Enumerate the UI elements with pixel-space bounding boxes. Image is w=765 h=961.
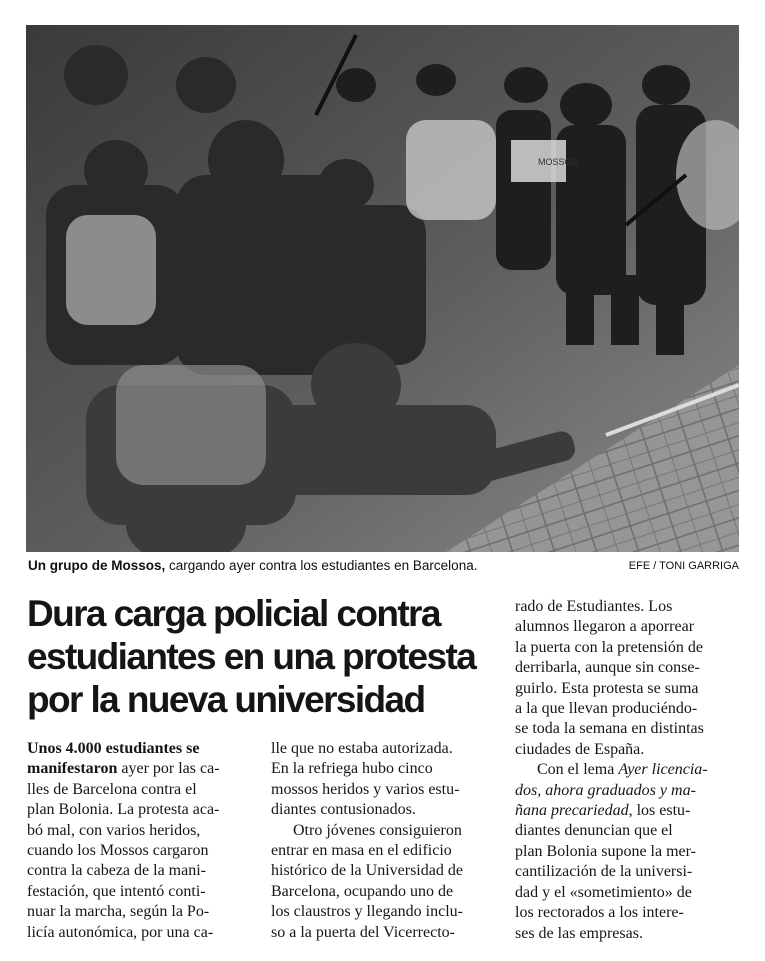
text-line: diantes denuncian que el <box>515 822 673 840</box>
text-line <box>515 760 742 780</box>
text-line: dos, ahora graduados y ma- <box>515 781 696 799</box>
text-line: lle que no estaba autorizada. <box>271 740 453 757</box>
text-plain: , los estu- <box>628 802 691 820</box>
text-line: entrar en masa en el edificio <box>271 842 452 860</box>
body-column-3 <box>515 597 742 944</box>
text-line: contra la cabeza de la mani- <box>27 862 206 880</box>
headline-line: estudiantes en una protesta <box>27 636 476 677</box>
text-line: lles de Barcelona contra el <box>27 780 197 798</box>
text-line: la puerta con la pretensión de <box>515 638 703 656</box>
body-column-1 <box>27 739 253 943</box>
text-line: En la refriega hubo cinco <box>271 760 433 778</box>
lead-bold: manifestaron <box>27 760 118 778</box>
lead-line: Unos 4.000 estudiantes se <box>27 740 200 757</box>
text-line: diantes contusionados. <box>271 801 416 819</box>
text-line: nuar la marcha, según la Po- <box>27 903 210 921</box>
body-column-2 <box>271 739 499 943</box>
text-line: los claustros y llegando inclu- <box>271 903 463 921</box>
text-line: Otro jóvenes consiguieron <box>293 821 462 839</box>
text-line: alumnos llegaron a aporrear <box>515 618 695 636</box>
text-italic: ñana precariedad <box>515 802 629 820</box>
text-line: licía autonómica, por una ca- <box>27 923 214 941</box>
shield-sign-text: MOSSOS <box>538 157 578 167</box>
text-line: cantilización de la universi- <box>515 863 693 881</box>
photo-credit: EFE / TONI GARRIGA <box>628 560 739 572</box>
text-line: a la que llevan produciéndo- <box>515 700 698 718</box>
headline-line: Dura carga policial contra <box>27 593 440 634</box>
text-line: mossos heridos y varios estu- <box>271 780 460 798</box>
text-line: histórico de la Universidad de <box>271 862 463 880</box>
lead-rest: ayer por las ca- <box>117 760 220 778</box>
text-line: bó mal, con varios heridos, <box>27 821 201 839</box>
news-photo <box>26 25 739 552</box>
caption-lead: Un grupo de Mossos, <box>28 558 166 573</box>
caption-text: cargando ayer contra los estudiantes en Barcelona. <box>165 558 478 573</box>
text-plain: Con el lema <box>537 761 619 779</box>
text-line: cuando los Mossos cargaron <box>27 842 209 860</box>
text-line: derribarla, aunque sin conse- <box>515 659 700 677</box>
text-line: ciudades de España. <box>515 740 645 758</box>
lead-line <box>27 759 253 779</box>
text-line: los rectorados a los intere- <box>515 904 684 922</box>
text-line: guirlo. Esta protesta se suma <box>515 679 699 697</box>
text-line: Barcelona, ocupando uno de <box>271 882 454 900</box>
text-line: se toda la semana en distintas <box>515 720 704 738</box>
text-line: ses de las empresas. <box>515 924 643 942</box>
text-line: plan Bolonia. La protesta aca- <box>27 801 220 819</box>
text-italic: Ayer licencia- <box>618 761 708 779</box>
text-line <box>515 801 742 821</box>
text-line: festación, que intentó conti- <box>27 882 206 900</box>
headline-line: por la nueva universidad <box>27 679 425 720</box>
headline <box>27 592 497 721</box>
text-line: so a la puerta del Vicerrecto- <box>271 923 455 941</box>
text-line: plan Bolonia supone la mer- <box>515 842 696 860</box>
text-line: dad y el «sometimiento» de <box>515 883 692 901</box>
text-line: rado de Estudiantes. Los <box>515 598 673 615</box>
protest-photo-icon <box>26 25 739 552</box>
